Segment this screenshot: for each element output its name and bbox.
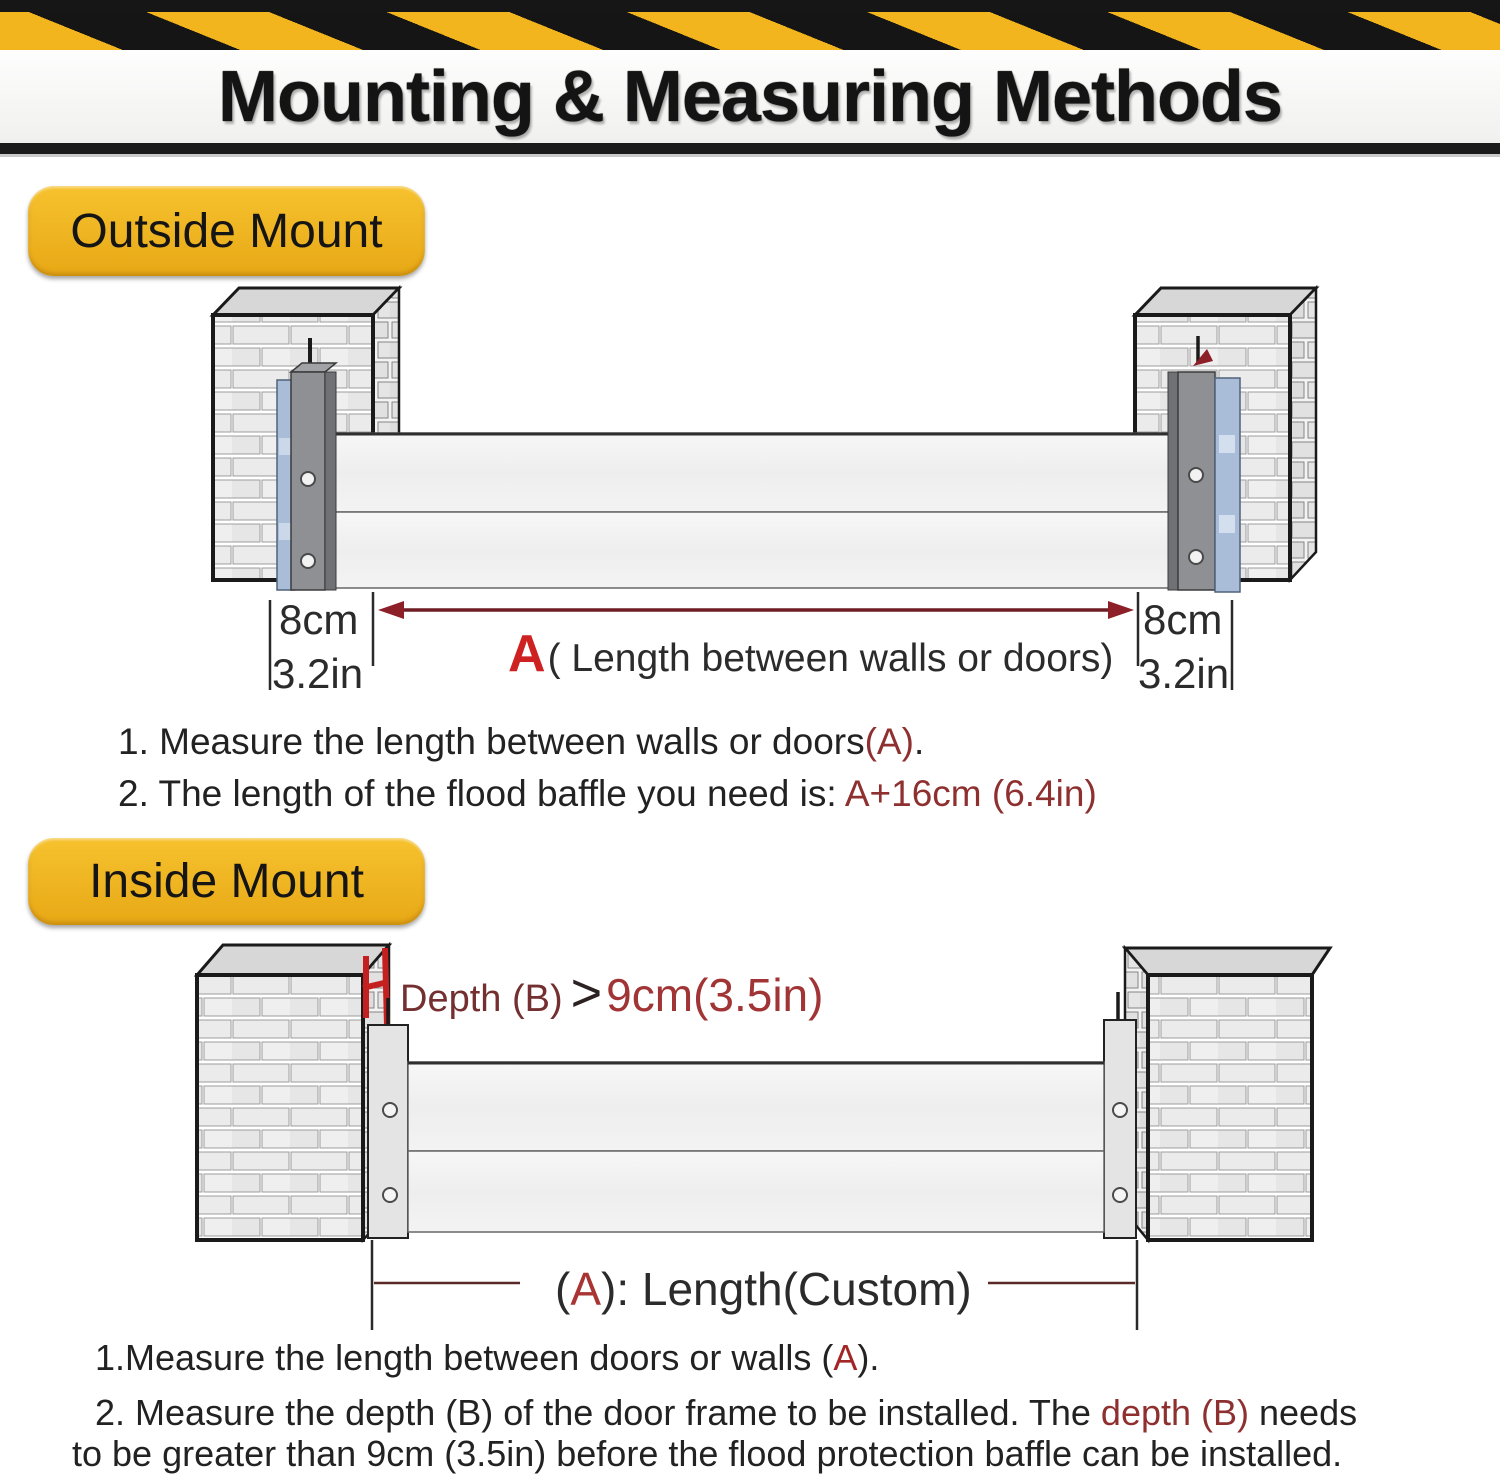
span-letter-a: A: [508, 625, 546, 683]
inside-right-pillar: [1125, 948, 1330, 1240]
flood-barrier-outside: [333, 433, 1173, 588]
flood-barrier-inside: [408, 1062, 1104, 1232]
inside-span-label: ( A ): Length(Custom): [555, 1263, 972, 1315]
outside-left-measure-in: 3.2in: [272, 650, 364, 697]
inside-step-2: 2. Measure the depth (B) of the door frame to be installed. The depth (B) needs: [95, 1392, 1358, 1433]
divider-bar: [0, 143, 1500, 154]
outside-mount-label: Outside Mount: [70, 204, 383, 258]
outside-span-label: A ( Length between walls or doors): [508, 625, 1114, 683]
outside-left-measure-cm: 8cm: [279, 596, 359, 643]
inside-left-channel: [368, 998, 408, 1238]
inside-left-pillar: [197, 945, 389, 1240]
outside-step-1: 1. Measure the length between walls or doors(A).: [118, 721, 925, 762]
page-title: Mounting & Measuring Methods: [218, 56, 1282, 137]
inside-mount-label: Inside Mount: [89, 855, 364, 908]
outside-step-2: 2. The length of the flood baffle you need is: A+16cm (6.4in): [118, 773, 1097, 814]
outside-right-measure-in: 3.2in: [1138, 650, 1230, 697]
inside-right-channel: [1104, 992, 1136, 1238]
inside-mount-chip: [28, 838, 425, 925]
greater-than-sign: >: [570, 963, 603, 1023]
inside-step-1: 1.Measure the length between doors or walls (A).: [95, 1337, 880, 1378]
caution-stripe-band: [0, 12, 1500, 50]
outside-mount-chip: [28, 186, 425, 276]
span-letter-a: A: [570, 1263, 602, 1315]
title-band: [0, 50, 1500, 143]
top-black-bar: [0, 0, 1500, 12]
depth-label: Depth (B) > 9cm(3.5in): [400, 963, 824, 1023]
outside-right-measure-cm: 8cm: [1143, 596, 1223, 643]
inside-step-3: to be greater than 9cm (3.5in) before the flood protection baffle can be installed.: [72, 1433, 1343, 1474]
